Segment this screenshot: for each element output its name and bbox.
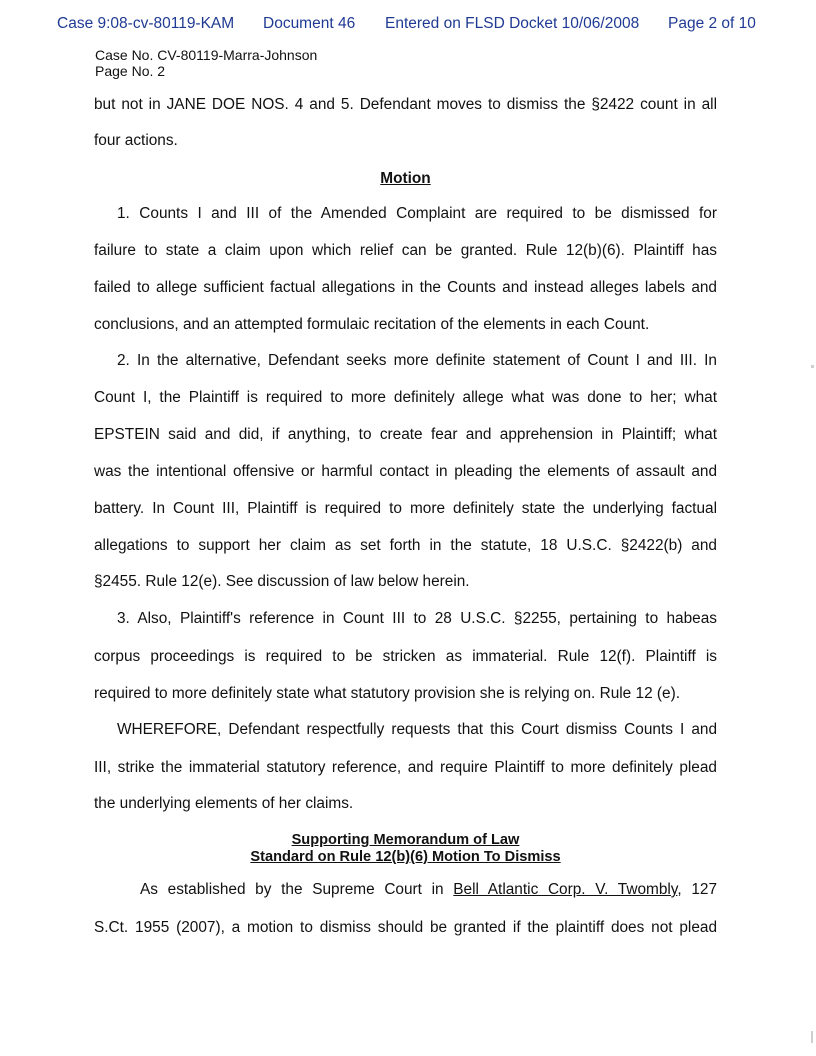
paragraph-1-line-3: failed to allege sufficient factual allegations in the Counts and instead alleges labels and bbox=[94, 279, 717, 296]
caption-page-no: Page No. 2 bbox=[95, 63, 166, 79]
paragraph-2-line-3: EPSTEIN said and did, if anything, to create fear and apprehension in Plaintiff; what bbox=[94, 426, 717, 443]
scan-edge-mark bbox=[811, 1031, 813, 1043]
paragraph-2-line-2: Count I, the Plaintiff is required to more definitely allege what was done to her; what bbox=[94, 389, 717, 406]
ecf-case-number: Case 9:08-cv-80119-KAM bbox=[57, 15, 235, 32]
paragraph-1-line-1: 1. Counts I and III of the Amended Complaint are required to be dismissed for bbox=[117, 205, 717, 222]
case-citation: Bell Atlantic Corp. V. Twombly bbox=[453, 881, 678, 898]
paragraph-2-line-5: battery. In Count III, Plaintiff is required to more definitely state the underlying factual bbox=[94, 500, 717, 517]
ecf-document-number: Document 46 bbox=[263, 15, 356, 32]
ecf-page-count: Page 2 of 10 bbox=[668, 15, 756, 32]
paragraph-3-line-2: corpus proceedings is required to be stricken as immaterial. Rule 12(f). Plaintiff is bbox=[94, 648, 717, 665]
paragraph-2-line-4: was the intentional offensive or harmful contact in pleading the elements of assault and bbox=[94, 463, 717, 480]
memo-line-1 bbox=[140, 881, 717, 899]
wherefore-line-3: the underlying elements of her claims. bbox=[94, 795, 354, 812]
paragraph-3-line-3: required to more definitely state what statutory provision she is relying on. Rule 12 (e). bbox=[94, 685, 680, 702]
motion-heading: Motion bbox=[380, 170, 431, 187]
paragraph-1-line-2: failure to state a claim upon which relief can be granted. Rule 12(b)(6). Plaintiff has bbox=[94, 242, 717, 259]
memo-line-1-lead: As established by the Supreme Court in bbox=[140, 881, 454, 898]
ecf-entered-date: Entered on FLSD Docket 10/06/2008 bbox=[385, 15, 640, 32]
memo-heading-title: Supporting Memorandum of Law bbox=[291, 832, 520, 848]
memo-line-2: S.Ct. 1955 (2007), a motion to dismiss should be granted if the plaintiff does not plead bbox=[94, 919, 717, 936]
paragraph-2-line-1: 2. In the alternative, Defendant seeks more definite statement of Count I and III. In bbox=[117, 352, 717, 369]
page-caption bbox=[95, 47, 317, 79]
intro-line-1: but not in JANE DOE NOS. 4 and 5. Defendant moves to dismiss the §2422 count in all bbox=[94, 96, 717, 113]
caption-case-no: Case No. CV-80119-Marra-Johnson bbox=[95, 47, 318, 63]
memo-heading-subtitle: Standard on Rule 12(b)(6) Motion To Dismiss bbox=[250, 849, 561, 865]
wherefore-line-2: III, strike the immaterial statutory reference, and require Plaintiff to more definitely plead bbox=[94, 759, 717, 776]
intro-line-2: four actions. bbox=[94, 132, 178, 149]
paragraph-3-line-1: 3. Also, Plaintiff's reference in Count III to 28 U.S.C. §2255, pertaining to habeas bbox=[117, 610, 717, 627]
paragraph-1-line-4: conclusions, and an attempted formulaic recitation of the elements in each Count. bbox=[94, 316, 650, 333]
memo-line-1-tail: , 127 bbox=[677, 881, 718, 898]
wherefore-line-1: WHEREFORE, Defendant respectfully requests that this Court dismiss Counts I and bbox=[117, 721, 717, 738]
paragraph-2-line-7: §2455. Rule 12(e). See discussion of law below herein. bbox=[94, 573, 470, 590]
scan-speck bbox=[811, 365, 814, 368]
paragraph-2-line-6: allegations to support her claim as set forth in the statute, 18 U.S.C. §2422(b) and bbox=[94, 537, 717, 554]
